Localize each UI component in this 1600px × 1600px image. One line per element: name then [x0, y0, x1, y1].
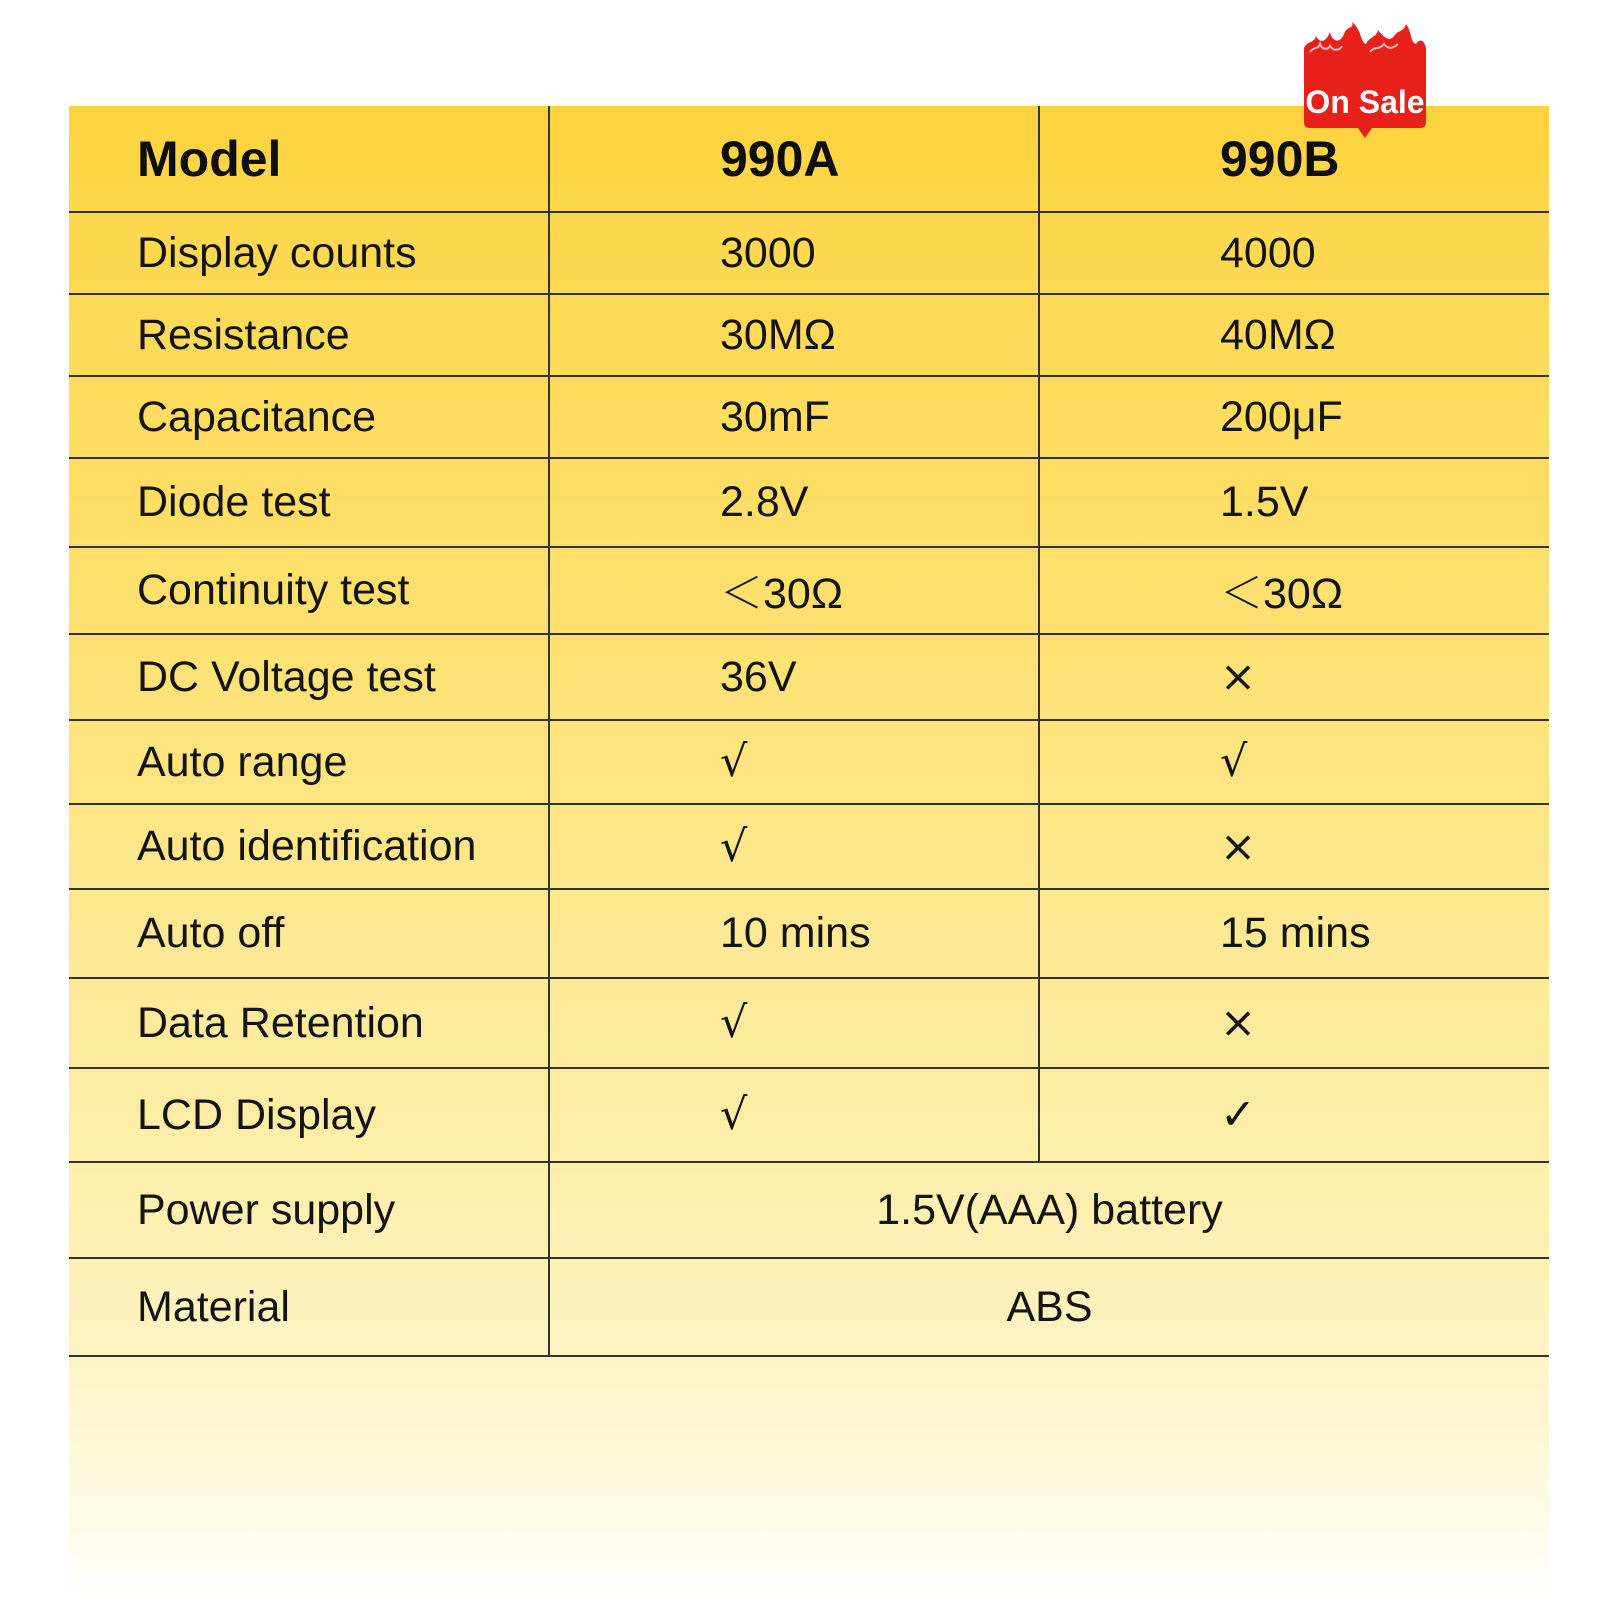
value-990b: ＜30Ω — [1039, 547, 1549, 634]
table-row — [69, 376, 1549, 458]
value-990b: × — [1039, 804, 1549, 889]
value-990a: 3000 — [549, 212, 1039, 294]
table-row — [69, 1162, 1549, 1258]
shared-value: 1.5V(AAA) battery — [549, 1162, 1549, 1258]
value-990b: 4000 — [1039, 212, 1549, 294]
row-label: Power supply — [69, 1162, 549, 1258]
value-990a: 10 mins — [549, 889, 1039, 978]
row-label: Continuity test — [69, 547, 549, 634]
table-row — [69, 458, 1549, 547]
row-label: Material — [69, 1258, 549, 1356]
row-label: LCD Display — [69, 1068, 549, 1162]
value-990b: 200μF — [1039, 376, 1549, 458]
header-label: Model — [69, 106, 549, 212]
row-label: DC Voltage test — [69, 634, 549, 720]
table-row — [69, 804, 1549, 889]
table-row — [69, 212, 1549, 294]
value-990a: 30mF — [549, 376, 1039, 458]
row-label: Auto off — [69, 889, 549, 978]
row-label: Data Retention — [69, 978, 549, 1068]
row-label: Auto range — [69, 720, 549, 804]
row-label: Auto identification — [69, 804, 549, 889]
value-990b: × — [1039, 634, 1549, 720]
header-model-990a: 990A — [549, 106, 1039, 212]
value-990a: 30MΩ — [549, 294, 1039, 376]
table-row — [69, 547, 1549, 634]
table-row — [69, 1068, 1549, 1162]
value-990a: √ — [549, 978, 1039, 1068]
value-990b: ✓ — [1039, 1068, 1549, 1162]
table-row — [69, 1258, 1549, 1356]
value-990b: 1.5V — [1039, 458, 1549, 547]
value-990b: √ — [1039, 720, 1549, 804]
value-990a: ＜30Ω — [549, 547, 1039, 634]
value-990a: √ — [549, 720, 1039, 804]
row-label: Resistance — [69, 294, 549, 376]
table-row — [69, 634, 1549, 720]
row-label: Capacitance — [69, 376, 549, 458]
table-row — [69, 720, 1549, 804]
row-label: Diode test — [69, 458, 549, 547]
shared-value: ABS — [549, 1258, 1549, 1356]
row-label: Display counts — [69, 212, 549, 294]
value-990b: 40MΩ — [1039, 294, 1549, 376]
table-row — [69, 889, 1549, 978]
header-model-990b: 990B — [1039, 106, 1549, 212]
on-sale-badge — [1300, 22, 1430, 140]
value-990b: 15 mins — [1039, 889, 1549, 978]
spec-comparison-table — [69, 106, 1549, 1357]
value-990b: × — [1039, 978, 1549, 1068]
value-990a: √ — [549, 804, 1039, 889]
flame-badge-icon — [1300, 22, 1430, 140]
value-990a: √ — [549, 1068, 1039, 1162]
value-990a: 2.8V — [549, 458, 1039, 547]
on-sale-label: On Sale — [1305, 84, 1425, 120]
value-990a: 36V — [549, 634, 1039, 720]
table-row — [69, 294, 1549, 376]
table-row — [69, 978, 1549, 1068]
